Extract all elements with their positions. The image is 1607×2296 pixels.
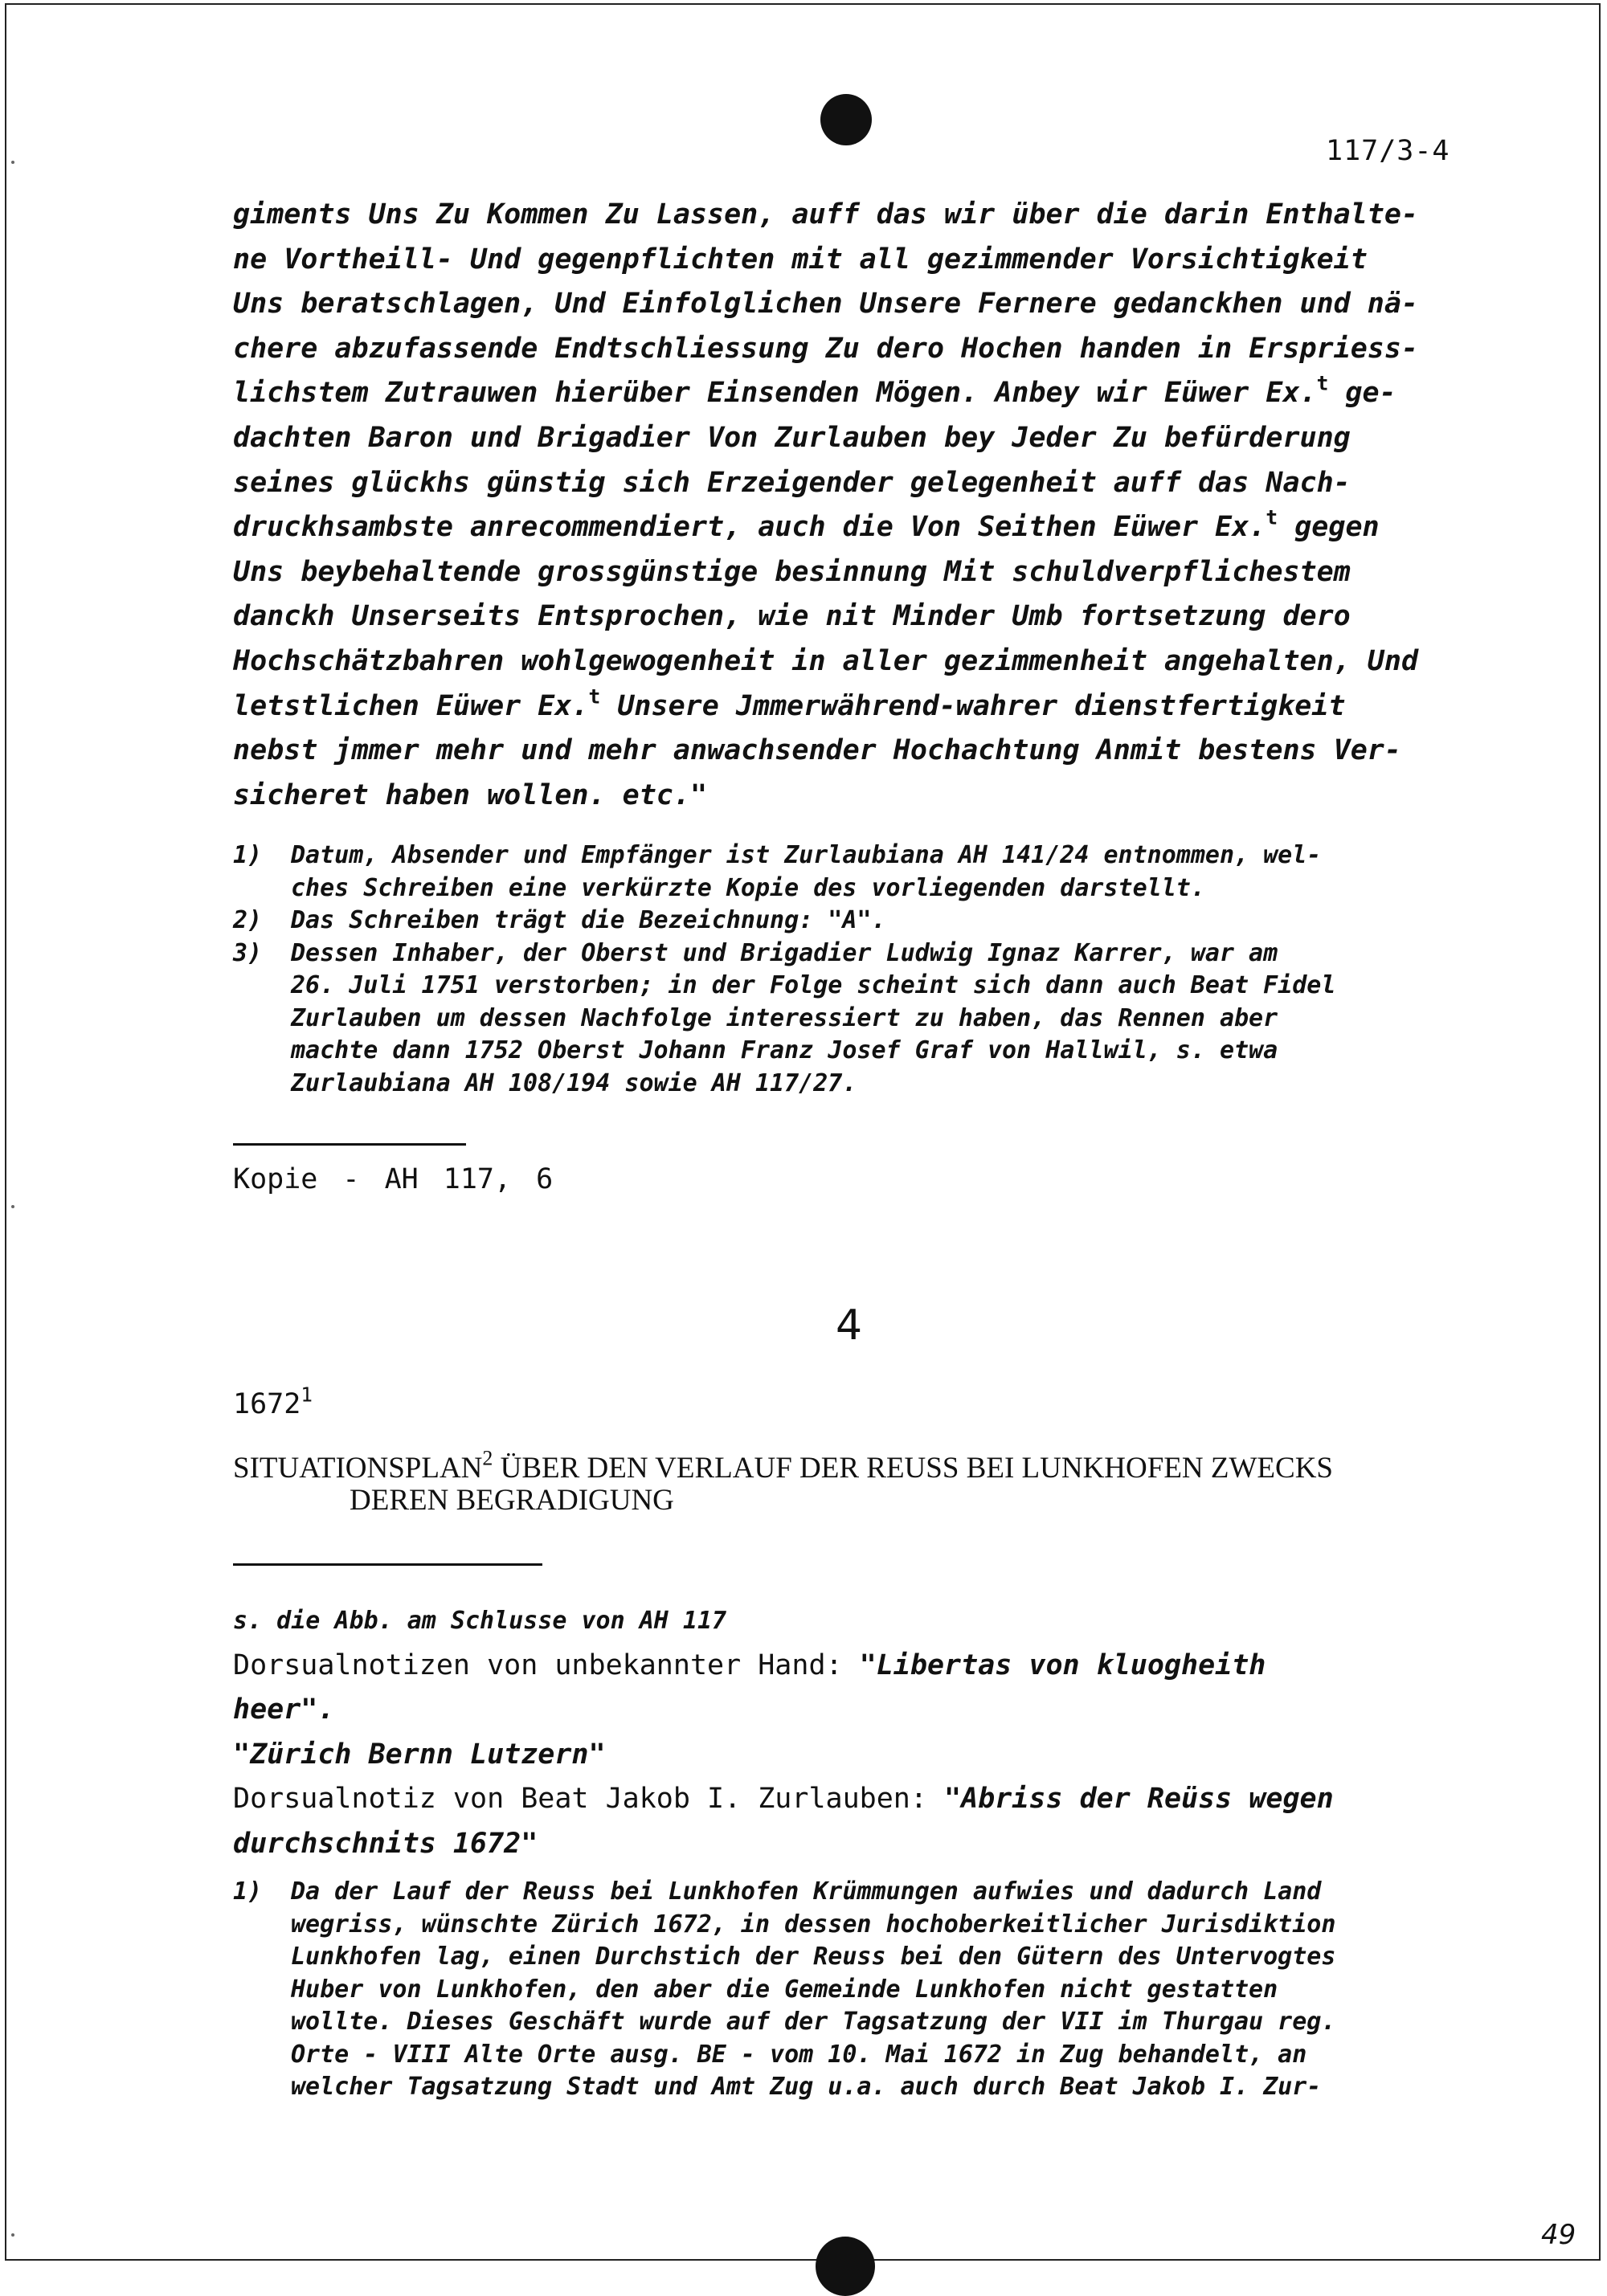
footnotes-letter: [233, 840, 1470, 1100]
footnote-number: 1): [233, 1877, 263, 1906]
footnote-line: Huber von Lunkhofen, den aber die Gemeinde Lunkhofen nicht gestatten: [291, 1975, 1278, 2004]
text-line: danckh Unserseits Entsprochen, wie nit Minder Umb fortsetzung dero: [233, 600, 1351, 633]
page-number: 49: [1541, 2219, 1576, 2251]
footnote-number: 2): [233, 906, 263, 934]
text-line: giments Uns Zu Kommen Zu Lassen, auff das wir über die darin Enthalte-: [233, 198, 1419, 231]
text-line: lichstem Zutrauwen hierüber Einsenden Mögen. Anbey wir Eüwer Ex.$^t$ ge-: [233, 371, 1396, 410]
text-line: sicheret haben wollen. etc.": [233, 778, 708, 811]
footnotes-plan: [233, 1876, 1470, 2104]
text-line: nebst jmmer mehr und mehr anwachsender Hochachtung Anmit bestens Ver-: [233, 734, 1401, 767]
illustration-note: s. die Abb. am Schlusse von AH 117: [233, 1607, 727, 1635]
footnote-line: ches Schreiben eine verkürzte Kopie des vorliegenden darstellt.: [291, 873, 1205, 902]
footnote-line: wegriss, wünschte Zürich 1672, in dessen hochoberkeitlicher Jurisdiktion: [291, 1910, 1336, 1939]
footnote-line: Das Schreiben trägt die Bezeichnung: "A".: [291, 906, 886, 934]
footnote-line: wollte. Dieses Geschäft wurde auf der Tagsatzung der VII im Thurgau reg.: [291, 2008, 1336, 2036]
footnote-number: 1): [233, 841, 263, 869]
text-line: seines glückhs günstig sich Erzeigender gelegenheit auff das Nach-: [233, 466, 1351, 499]
dorsal-note: Dorsualnotizen von unbekannter Hand: "Libertas von kluogheith: [233, 1648, 1266, 1681]
dorsal-note-cont: heer".: [233, 1693, 335, 1726]
document-number: 4: [836, 1301, 863, 1350]
footnote-line: Lunkhofen lag, einen Durchstich der Reuss bei den Gütern des Untervogtes: [291, 1943, 1336, 1971]
footnote-line: Da der Lauf der Reuss bei Lunkhofen Krümmungen aufwies und dadurch Land: [291, 1877, 1322, 1906]
footnote-line: welcher Tagsatzung Stadt und Amt Zug u.a. auch durch Beat Jakob I. Zur-: [291, 2073, 1322, 2101]
page-reference: 117/3-4: [1326, 135, 1450, 167]
footnote: [233, 840, 1470, 905]
text-line: Uns beybehaltende grossgünstige besinnung Mit schuldverpflichestem: [233, 555, 1351, 588]
text-line: dachten Baron und Brigadier Von Zurlauben bey Jeder Zu befürderung: [233, 421, 1351, 454]
footnote: [233, 905, 1470, 938]
dorsal-note: "Zürich Bernn Lutzern": [233, 1738, 606, 1771]
margin-mark: [11, 161, 14, 164]
footnote-line: machte dann 1752 Oberst Johann Franz Josef Graf von Hallwil, s. etwa: [291, 1036, 1278, 1064]
footnote-line: Datum, Absender und Empfänger ist Zurlaubiana AH 141/24 entnommen, wel-: [291, 841, 1322, 869]
dorsal-note: Dorsualnotiz von Beat Jakob I. Zurlauben: "Abriss der Reüss wegen: [233, 1783, 1334, 1816]
section-divider: [233, 1563, 542, 1566]
document-date: 1672$^1$: [233, 1383, 313, 1420]
text-line: chere abzufassende Endtschliessung Zu dero Hochen handen in Erspriess-: [233, 332, 1419, 365]
document-title: SITUATIONSPLAN$^2$ ÜBER DEN VERLAUF DER REUSS BEI LUNKHOFEN ZWECKS DEREN BEGRADIGUNG: [233, 1446, 1333, 1517]
text-line: druckhsambste anrecommendiert, auch die Von Seithen Eüwer Ex.$^t$ gegen: [233, 505, 1380, 544]
dorsal-note-cont: durchschnits 1672": [233, 1827, 538, 1860]
dorsal-notes: [233, 1599, 1334, 1867]
margin-mark: [11, 2233, 14, 2237]
text-line: ne Vortheill- Und gegenpflichten mit all gezimmender Vorsichtigkeit: [233, 243, 1368, 276]
footnote-line: Zurlauben um dessen Nachfolge interessiert zu haben, das Rennen aber: [291, 1003, 1278, 1032]
punch-hole-bottom: [816, 2237, 875, 2296]
text-line: Uns beratschlagen, Und Einfolglichen Unsere Fernere gedanckhen und nä-: [233, 288, 1419, 321]
footnote: [233, 1876, 1470, 2104]
text-line: letstlichen Eüwer Ex.$^t$ Unsere Jmmerwährend-wahrer dienstfertigkeit: [233, 684, 1346, 722]
margin-mark: [11, 1205, 14, 1208]
text-line: Hochschätzbahren wohlgewogenheit in aller gezimmenheit angehalten, Und: [233, 644, 1419, 677]
copy-reference: Kopie - AH 117, 6: [233, 1163, 554, 1195]
footnote: [233, 938, 1470, 1101]
footnote-line: Dessen Inhaber, der Oberst und Brigadier Ludwig Ignaz Karrer, war am: [291, 938, 1278, 967]
footnote-line: Zurlaubiana AH 108/194 sowie AH 117/27.: [291, 1068, 857, 1097]
punch-hole-top: [820, 94, 872, 145]
footnote-number: 3): [233, 938, 263, 967]
letter-text: [233, 193, 1470, 818]
footnote-line: Orte - VIII Alte Orte ausg. BE - vom 10. Mai 1672 in Zug behandelt, an: [291, 2040, 1307, 2069]
section-divider: [233, 1143, 466, 1146]
footnote-line: 26. Juli 1751 verstorben; in der Folge scheint sich dann auch Beat Fidel: [291, 971, 1336, 999]
